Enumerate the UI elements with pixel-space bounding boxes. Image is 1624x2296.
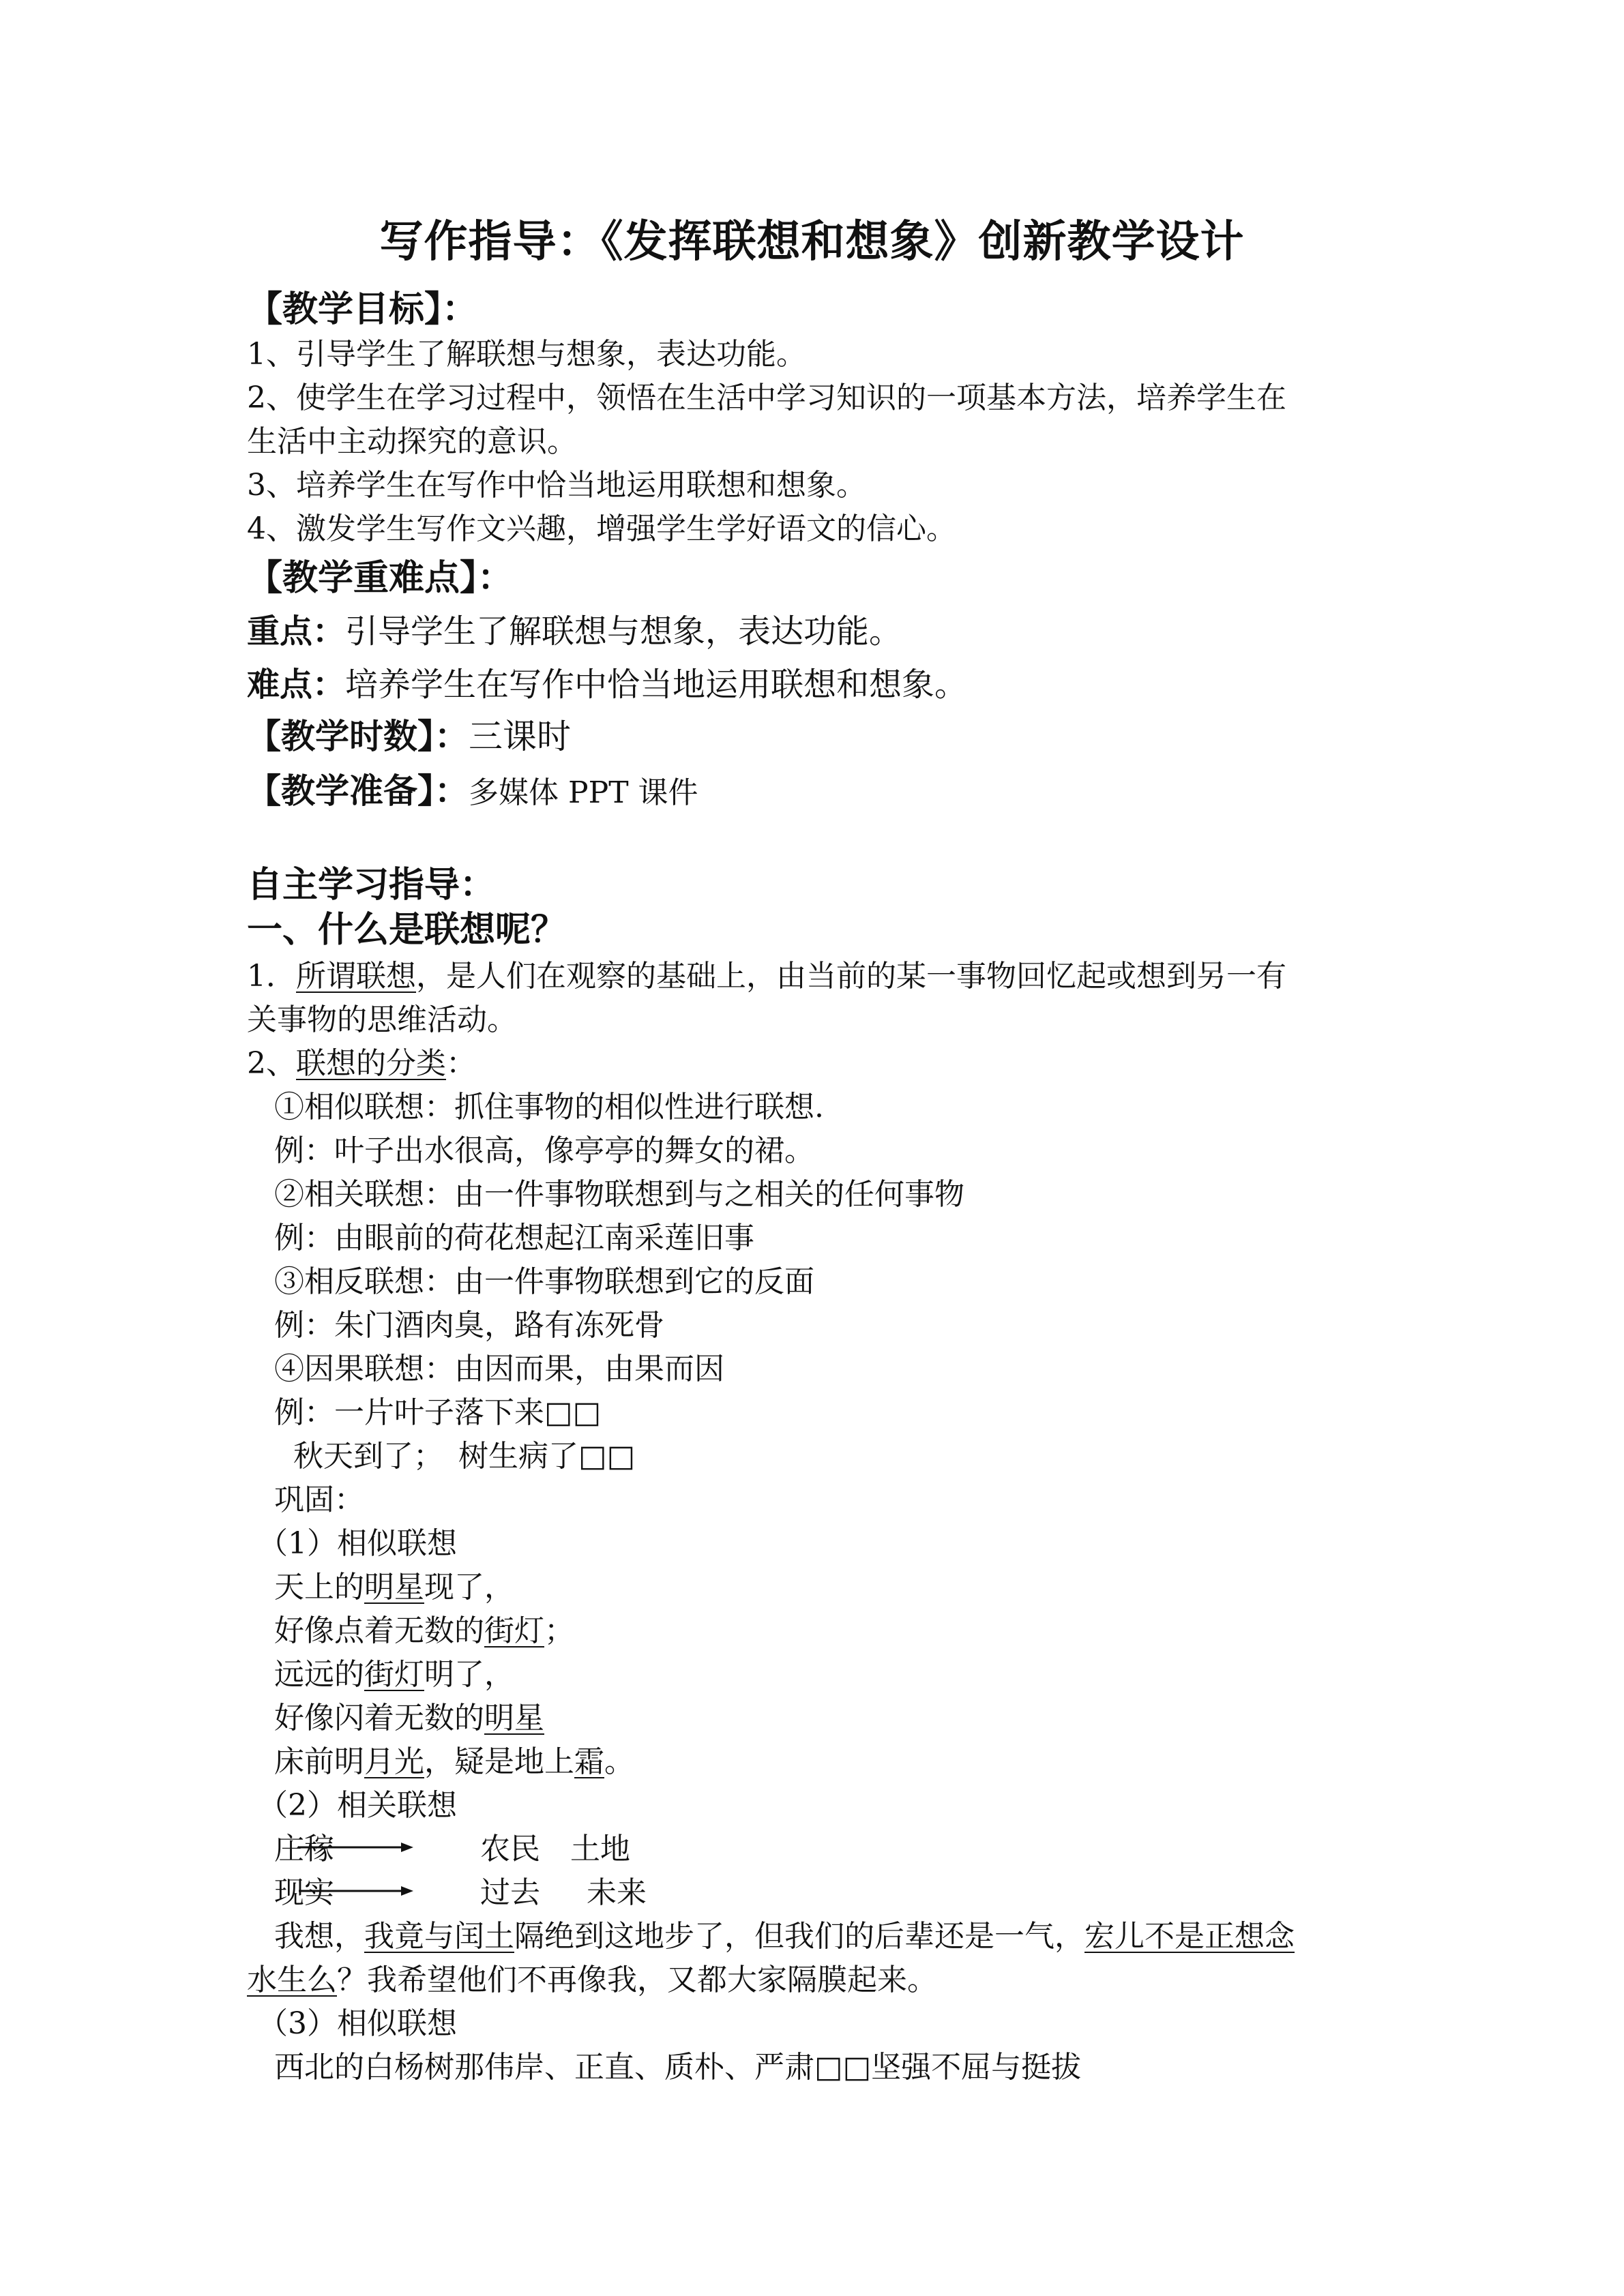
poem-line xyxy=(274,1566,514,1609)
poem-underlined: 街灯 xyxy=(484,1613,544,1648)
def-term: 所谓联想 xyxy=(296,959,416,994)
goal-item: 3、培养学生在写作中恰当地运用联想和想象。 xyxy=(247,468,866,503)
type-line: ②相关联想：由一件事物联想到与之相关的任何事物 xyxy=(274,1177,964,1212)
keypoints-heading: 【教学重难点】： xyxy=(247,557,514,599)
hours-label: 【教学时数】： xyxy=(247,716,469,756)
key-text: 引导学生了解联想与想象，表达功能。 xyxy=(345,612,902,651)
poem-text: 好像闪着无数的 xyxy=(274,1701,484,1735)
type-line: 例：叶子出水很高，像亭亭的舞女的裙。 xyxy=(274,1133,814,1168)
quote-underlined: 我竟与闰土 xyxy=(364,1919,514,1954)
type-line: 巩固： xyxy=(274,1482,364,1517)
poem-underlined: 月光 xyxy=(364,1744,424,1779)
goal-item: 生活中主动探究的意识。 xyxy=(247,424,577,459)
page-title: 写作指导：《发挥联想和想象》创新教学设计 xyxy=(379,216,1245,267)
relation-source: 现实 xyxy=(274,1875,334,1910)
teaching-prep xyxy=(247,769,698,815)
subsection-heading: （3）相似联想 xyxy=(258,2006,457,2041)
hard-label: 难点： xyxy=(247,666,346,704)
type-line: ④因果联想：由因而果，由果而因 xyxy=(274,1352,724,1386)
poem-text: 现了， xyxy=(424,1570,514,1605)
last-line: 西北的白杨树那伟岸、正直、质朴、严肃□□坚强不屈与挺拔 xyxy=(274,2050,1082,2085)
type-line: 例：一片叶子落下来□□ xyxy=(274,1395,602,1430)
goal-item: 1、引导学生了解联想与想象，表达功能。 xyxy=(247,337,806,372)
quote-line xyxy=(247,1958,937,2002)
relation-target: 过去 xyxy=(480,1875,540,1910)
quote-line xyxy=(274,1915,1295,1958)
relation-row xyxy=(274,1828,630,1871)
poem-underlined: 街灯 xyxy=(364,1657,424,1692)
relation-target: 未来 xyxy=(587,1875,647,1910)
type-line: ①相似联想：抓住事物的相似性进行联想. xyxy=(274,1090,824,1124)
poem-text: 。 xyxy=(604,1744,634,1779)
hard-point xyxy=(247,663,967,706)
teaching-hours xyxy=(247,715,571,760)
poem-text: 床前明 xyxy=(274,1744,364,1779)
goal-item: 4、激发学生写作文兴趣，增强学生学好语文的信心。 xyxy=(247,511,956,546)
key-label: 重点： xyxy=(247,612,346,651)
subsection-heading: （2）相关联想 xyxy=(258,1788,457,1823)
poem-text: ； xyxy=(544,1613,574,1648)
type-line: 例：朱门酒肉臭，路有冻死骨 xyxy=(274,1308,664,1343)
poem-text: 远远的 xyxy=(274,1657,364,1692)
relation-source: 庄稼 xyxy=(274,1832,334,1866)
poem-line xyxy=(274,1697,544,1740)
arrow-right-icon xyxy=(299,1840,415,1854)
type-line: 秋天到了； 树生病了□□ xyxy=(293,1439,636,1474)
goals-heading: 【教学目标】： xyxy=(247,288,478,330)
classify-prefix: 2、 xyxy=(247,1046,296,1081)
poem-text: 明了， xyxy=(424,1657,514,1692)
subsection-heading: （1）相似联想 xyxy=(258,1526,457,1561)
relation-row xyxy=(274,1871,647,1915)
classify-term: 联想的分类 xyxy=(296,1046,446,1081)
arrow-right-icon xyxy=(299,1884,415,1898)
quote-text: 隔绝到这地步了，但我们的后辈还是一气， xyxy=(514,1919,1084,1954)
classify-line xyxy=(247,1042,476,1086)
poem-line xyxy=(274,1740,634,1784)
type-line: 例：由眼前的荷花想起江南采莲旧事 xyxy=(274,1221,754,1255)
poem-underlined: 明星 xyxy=(364,1570,424,1605)
relation-target: 农民 xyxy=(480,1832,540,1866)
poem-underlined: 明星 xyxy=(484,1701,544,1735)
type-line: ③相反联想：由一件事物联想到它的反面 xyxy=(274,1264,814,1299)
goal-item: 2、使学生在学习过程中，领悟在生活中学习知识的一项基本方法，培养学生在 xyxy=(247,381,1286,415)
self-study-heading: 自主学习指导： xyxy=(247,864,496,906)
poem-underlined: 霜 xyxy=(574,1744,604,1779)
poem-line xyxy=(274,1609,574,1653)
def-prefix: 1． xyxy=(247,959,296,994)
prep-label: 【教学准备】： xyxy=(247,771,469,811)
definition-line xyxy=(247,955,1286,998)
quote-text: 我想， xyxy=(274,1919,364,1954)
relation-target: 土地 xyxy=(570,1832,630,1866)
poem-text: 天上的 xyxy=(274,1570,364,1605)
section-heading: 一、什么是联想呢？ xyxy=(247,909,567,951)
prep-value: 多媒体 PPT 课件 xyxy=(469,775,698,810)
poem-text: 好像点着无数的 xyxy=(274,1613,484,1648)
poem-line xyxy=(274,1653,514,1697)
quote-underlined: 水生么 xyxy=(247,1963,337,1997)
key-point xyxy=(247,610,902,653)
quote-underlined: 宏儿不是正想念 xyxy=(1084,1919,1295,1954)
def-rest: ，是人们在观察的基础上，由当前的某一事物回忆起或想到另一有 xyxy=(416,959,1286,994)
hard-text: 培养学生在写作中恰当地运用联想和想象。 xyxy=(345,666,968,704)
poem-text: ，疑是地上 xyxy=(424,1744,574,1779)
hours-value: 三课时 xyxy=(469,717,571,756)
classify-suffix: ： xyxy=(446,1046,476,1081)
quote-text: ？我希望他们不再像我，又都大家隔膜起来。 xyxy=(337,1963,937,1997)
definition-cont: 关事物的思维活动。 xyxy=(247,1002,517,1037)
